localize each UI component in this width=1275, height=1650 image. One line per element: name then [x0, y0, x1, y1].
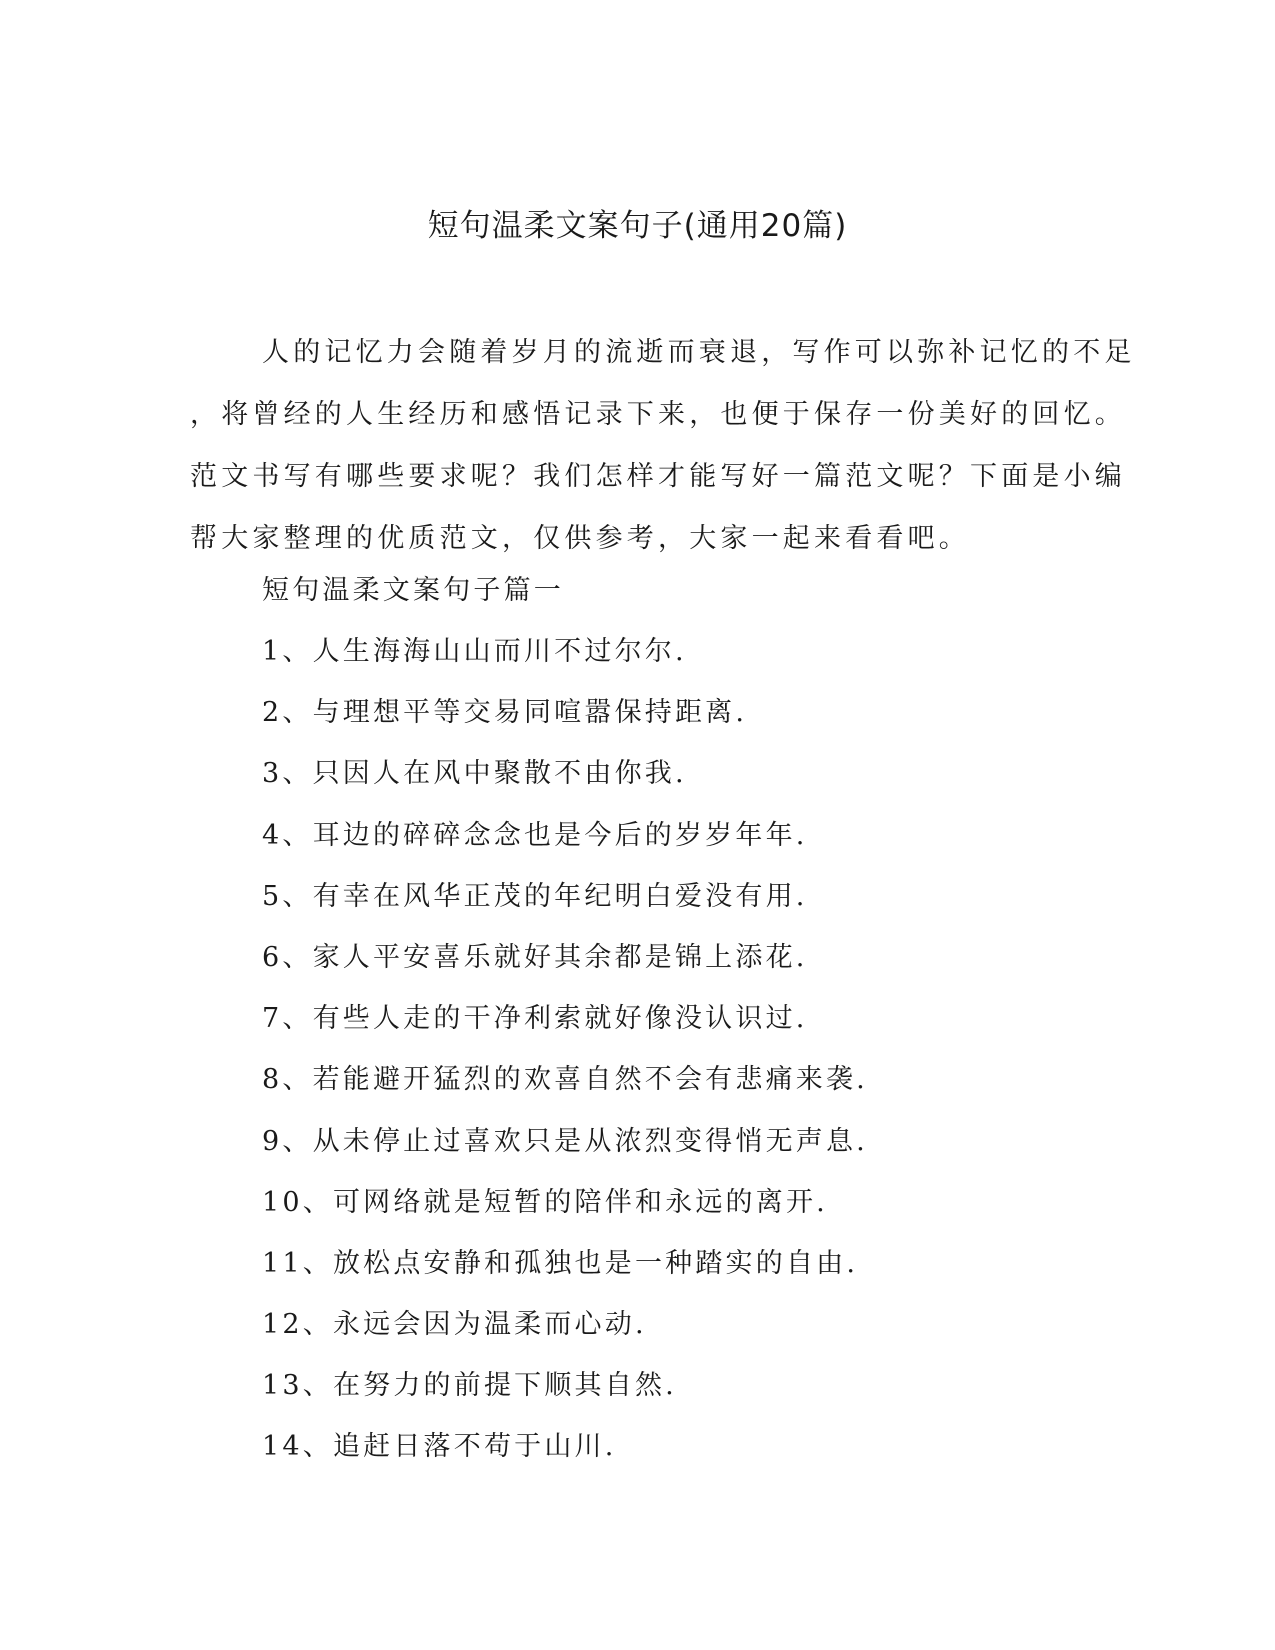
intro-line: 人的记忆力会随着岁月的流逝而衰退，写作可以弥补记忆的不足	[262, 337, 1136, 368]
sentence-list	[262, 632, 868, 1489]
section-heading: 短句温柔文案句子篇一	[262, 575, 564, 606]
intro-line: 范文书写有哪些要求呢？我们怎样才能写好一篇范文呢？下面是小编	[190, 461, 1126, 492]
list-item: 12、永远会因为温柔而心动.	[262, 1309, 647, 1341]
list-item: 11、放松点安静和孤独也是一种踏实的自由.	[262, 1247, 859, 1279]
list-item: 7、有些人走的干净利索就好像没认识过.	[262, 1003, 808, 1035]
list-item: 1、人生海海山山而川不过尔尔.	[262, 636, 687, 667]
list-item: 13、在努力的前提下顺其自然.	[262, 1370, 677, 1402]
intro-line: 帮大家整理的优质范文，仅供参考，大家一起来看看吧。	[190, 523, 970, 554]
list-item: 14、追赶日落不苟于山川.	[262, 1431, 617, 1463]
list-item: 2、与理想平等交易同喧嚣保持距离.	[262, 697, 748, 729]
list-item: 3、只因人在风中聚散不由你我.	[262, 758, 687, 790]
document-title: 短句温柔文案句子(通用20篇)	[427, 208, 848, 244]
list-item: 4、耳边的碎碎念念也是今后的岁岁年年.	[262, 819, 808, 851]
list-item: 5、有幸在风华正茂的年纪明白爱没有用.	[262, 880, 808, 912]
intro-paragraph	[190, 322, 1136, 570]
list-item: 10、可网络就是短暂的陪伴和永远的离开.	[262, 1186, 828, 1218]
list-item: 6、家人平安喜乐就好其余都是锦上添花.	[262, 941, 808, 973]
list-item: 8、若能避开猛烈的欢喜自然不会有悲痛来袭.	[262, 1064, 868, 1096]
intro-line: ，将曾经的人生经历和感悟记录下来，也便于保存一份美好的回忆。	[190, 399, 1126, 430]
list-item: 9、从未停止过喜欢只是从浓烈变得悄无声息.	[262, 1125, 868, 1157]
